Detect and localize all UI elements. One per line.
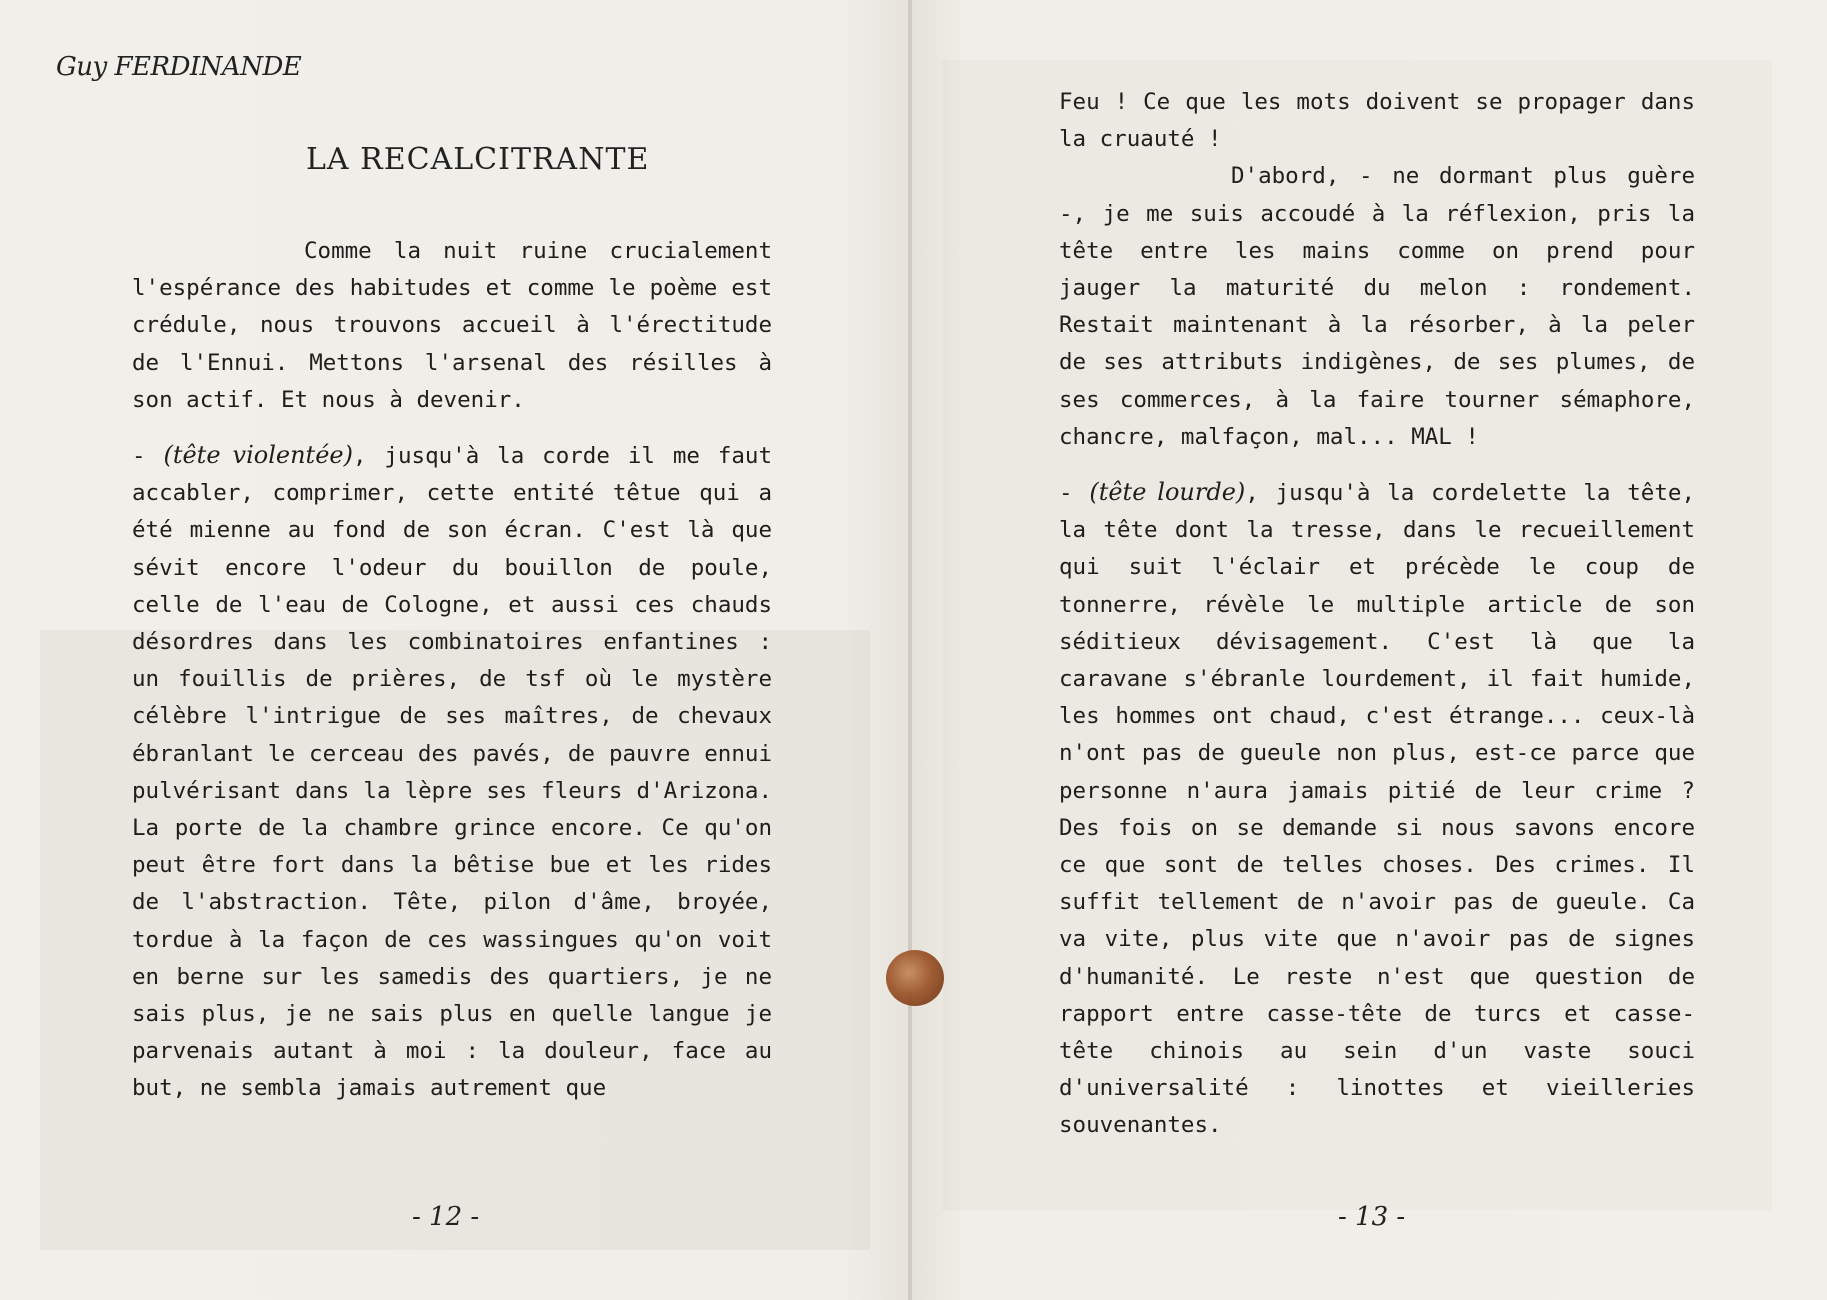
paragraph: Feu ! Ce que les mots doivent se propager dans la cruauté !: [1059, 89, 1695, 153]
dash: -: [1059, 480, 1090, 507]
italic-tag: (tête lourde): [1089, 478, 1246, 507]
author-name: Guy FERDINANDE: [56, 52, 302, 82]
dash: -: [132, 443, 164, 470]
left-page: [0, 0, 912, 1300]
right-page: [912, 0, 1827, 1300]
page-title: LA RECALCITRANTE: [306, 142, 650, 177]
paragraph: [132, 437, 772, 1108]
paragraph: Comme la nuit ruine crucialement l'espérance des habitudes et comme le poème est crédule, nous trouvons accueil à l'érectitude de l'Ennui. Mettons l'arsenal des résilles à son actif. Et nous à devenir.: [132, 238, 772, 413]
page-number: - 12 -: [412, 1202, 480, 1232]
italic-tag: (tête violentée): [163, 441, 353, 470]
right-body-text: [1059, 84, 1695, 1145]
wax-stain: [886, 950, 944, 1006]
paragraph: D'abord, - ne dormant plus guère -, je me suis accoudé à la réflexion, pris la tête entre les mains comme on prend pour jauger la maturité du melon : rondement. Restait maintenant à la résorber, à la peler de ses attributs indigènes, de ses plumes, de ses commerces, à la faire tourner sémaphore, chancre, malfaçon, mal... MAL !: [1059, 163, 1695, 450]
page-number: - 13 -: [1338, 1202, 1406, 1232]
paragraph: [1059, 474, 1695, 1145]
paragraph-text: , jusqu'à la cordelette la tête, la tête dont la tresse, dans le recueillement qui suit l'éclair et précède le coup de tonnerre, révèle le multiple article de son séditieux dévisagement. C'est là que la caravane s'ébranle lourdement, il fait humide, les hommes ont chaud, c'est étrange... ceux-là n'ont pas de gueule non plus, est-ce parce que personne n'aura jamais pitié de leur crime ? Des fois on se demande si nous savons encore ce que sont de telles choses. Des crimes. Il suffit tellement de n'avoir pas de gueule. Ca va vite, plus vite que n'avoir pas de signes d'humanité. Le reste n'est que question de rapport entre casse-tête de turcs et casse-tête chinois au sein d'un vaste souci d'universalité : linottes et vieilleries souvenantes.: [1059, 480, 1695, 1139]
paragraph-text: , jusqu'à la corde il me faut accabler, comprimer, cette entité têtue qui a été mienne au fond de son écran. C'est là que sévit encore l'odeur du bouillon de poule, celle de l'eau de Cologne, et aussi ces chauds désordres dans les combinatoires enfantines : un fouillis de prières, de tsf où le mystère célèbre l'intrigue de ses maîtres, de chevaux ébranlant le cerceau des pavés, de pauvre ennui pulvérisant dans la lèpre ses fleurs d'Arizona. La porte de la chambre grince encore. Ce qu'on peut être fort dans la bêtise bue et les rides de l'abstraction. Tête, pilon d'âme, broyée, tordue à la façon de ces wassingues qu'on voit en berne sur les samedis des quartiers, je ne sais plus, je ne sais plus en quelle langue je parvenais autant à moi : la douleur, face au but, ne sembla jamais autrement que: [132, 443, 773, 1102]
left-body-text: [132, 233, 772, 1108]
